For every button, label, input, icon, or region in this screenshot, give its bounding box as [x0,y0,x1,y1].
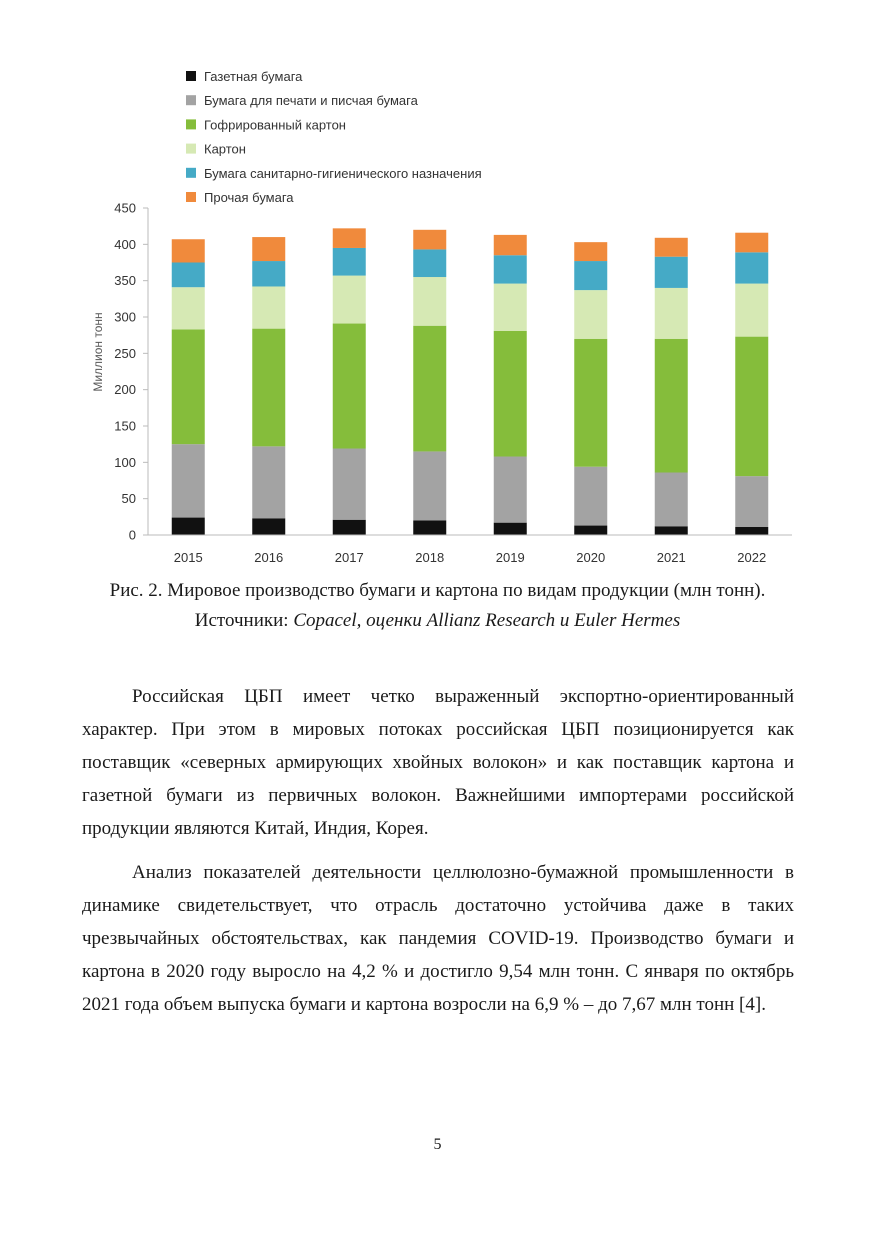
bar-2016-series-4 [252,286,285,328]
y-tick-label-150: 150 [114,418,136,434]
y-tick-label-450: 450 [114,200,136,216]
bar-2019-series-5 [494,255,527,283]
x-tick-label-2022: 2022 [737,550,767,565]
y-tick-label-200: 200 [114,382,136,398]
y-tick-label-250: 250 [114,345,136,361]
bar-2017-series-4 [333,276,366,324]
bar-2017-series-6 [333,228,366,248]
bar-2021-series-3 [655,339,688,473]
bar-2016-series-1 [252,518,285,535]
bar-2022-series-4 [735,284,768,337]
y-tick-label-400: 400 [114,236,136,252]
bar-2018-series-6 [413,230,446,250]
bar-2017-series-2 [333,449,366,520]
bar-2017-series-1 [333,520,366,535]
x-tick-label-2020: 2020 [576,550,606,565]
legend-swatch-5 [186,168,196,178]
bar-2018-series-4 [413,277,446,326]
x-tick-label-2015: 2015 [173,550,203,565]
legend-label-2: Бумага для печати и писчая бумага [204,93,418,109]
bar-2022-series-5 [735,252,768,283]
stacked-bar-chart [80,62,800,582]
legend-label-4: Картон [204,141,246,157]
bar-2018-series-1 [413,520,446,535]
figure-caption [40,576,835,636]
page-number: 5 [433,1136,442,1153]
paragraph-1: Российская ЦБП имеет четко выраженный экспортно-ориентированный характер. При этом в мировых потоках российская ЦБП позиционируется как поставщик «северных армирующих хвойных волокон» и как поставщик картона и газетной бумаги из первичных волокон. Важнейшими импортерами российской продукции являются Китай, Индия, Корея. [82,686,794,839]
caption-sources: Источники: Copacel, оценки Allianz Research и Euler Hermes [194,610,681,631]
bar-2015-series-1 [172,518,205,535]
y-tick-label-50: 50 [121,491,136,507]
bar-2018-series-2 [413,451,446,520]
bar-2020-series-6 [574,242,607,261]
legend-label-1: Газетная бумага [204,69,303,84]
x-tick-label-2017: 2017 [334,550,364,565]
bar-2015-series-5 [172,263,205,288]
bars [172,228,769,535]
bar-2020-series-1 [574,526,607,535]
bar-2020-series-3 [574,339,607,467]
bar-2015-series-2 [172,444,205,517]
y-tick-label-300: 300 [114,309,136,325]
bar-2021-series-5 [655,257,688,288]
legend-swatch-6 [186,192,196,202]
bar-2016-series-6 [252,237,285,261]
bar-2022-series-2 [735,476,768,527]
bar-2016-series-3 [252,329,285,447]
y-tick-label-100: 100 [114,454,136,470]
bar-2022-series-3 [735,337,768,477]
legend-label-3: Гофрированный картон [204,117,346,133]
bar-2019-series-1 [494,523,527,535]
y-tick-label-0: 0 [128,527,136,543]
body-text [82,680,794,1032]
bar-2016-series-2 [252,446,285,518]
paragraph-2: Анализ показателей деятельности целлюлозно-бумажной промышленности в динамике свидетельствует, что отрасль достаточно устойчива даже в таких чрезвычайных обстоятельствах, как пандемия COVID-19. Производство бумаги и картона в 2020 году выросло на 4,2 % и достигло 9,54 млн тонн. С января по октябрь 2021 года объем выпуска бумаги и картона возросли на 6,9 % – до 7,67 млн тонн [4]. [82,862,794,1015]
bar-2022-series-6 [735,233,768,253]
bar-2021-series-4 [655,288,688,339]
legend-swatch-1 [186,71,196,81]
y-axis-label: Миллион тонн [91,312,105,392]
x-tick-label-2019: 2019 [495,550,525,565]
bar-2015-series-4 [172,287,205,329]
legend-label-5: Бумага санитарно-гигиенического назначения [204,165,482,181]
bar-2019-series-3 [494,331,527,457]
bar-2015-series-6 [172,239,205,262]
y-axis [114,201,148,543]
bar-2018-series-5 [413,249,446,277]
bar-2020-series-5 [574,261,607,290]
legend-swatch-2 [186,95,196,105]
bar-2017-series-3 [333,324,366,449]
bar-2019-series-2 [494,457,527,523]
bar-2019-series-4 [494,284,527,331]
legend-label-6: Прочая бумага [204,190,294,205]
bar-2022-series-1 [735,527,768,535]
legend-swatch-3 [186,119,196,129]
bar-2021-series-1 [655,526,688,535]
bar-2018-series-3 [413,326,446,452]
bar-2015-series-3 [172,329,205,444]
chart-legend [186,69,482,205]
bar-2020-series-4 [574,290,607,339]
x-tick-label-2021: 2021 [656,550,686,565]
bar-2017-series-5 [333,248,366,276]
bar-2020-series-2 [574,467,607,526]
bar-2019-series-6 [494,235,527,255]
x-axis [148,535,792,565]
bar-2021-series-6 [655,238,688,257]
x-tick-label-2016: 2016 [254,550,284,565]
caption-title: Рис. 2. Мировое производство бумаги и картона по видам продукции (млн тонн). [109,580,766,601]
x-tick-label-2018: 2018 [415,550,445,565]
y-tick-label-350: 350 [114,273,136,289]
bar-2016-series-5 [252,261,285,286]
legend-swatch-4 [186,144,196,154]
bar-2021-series-2 [655,473,688,527]
